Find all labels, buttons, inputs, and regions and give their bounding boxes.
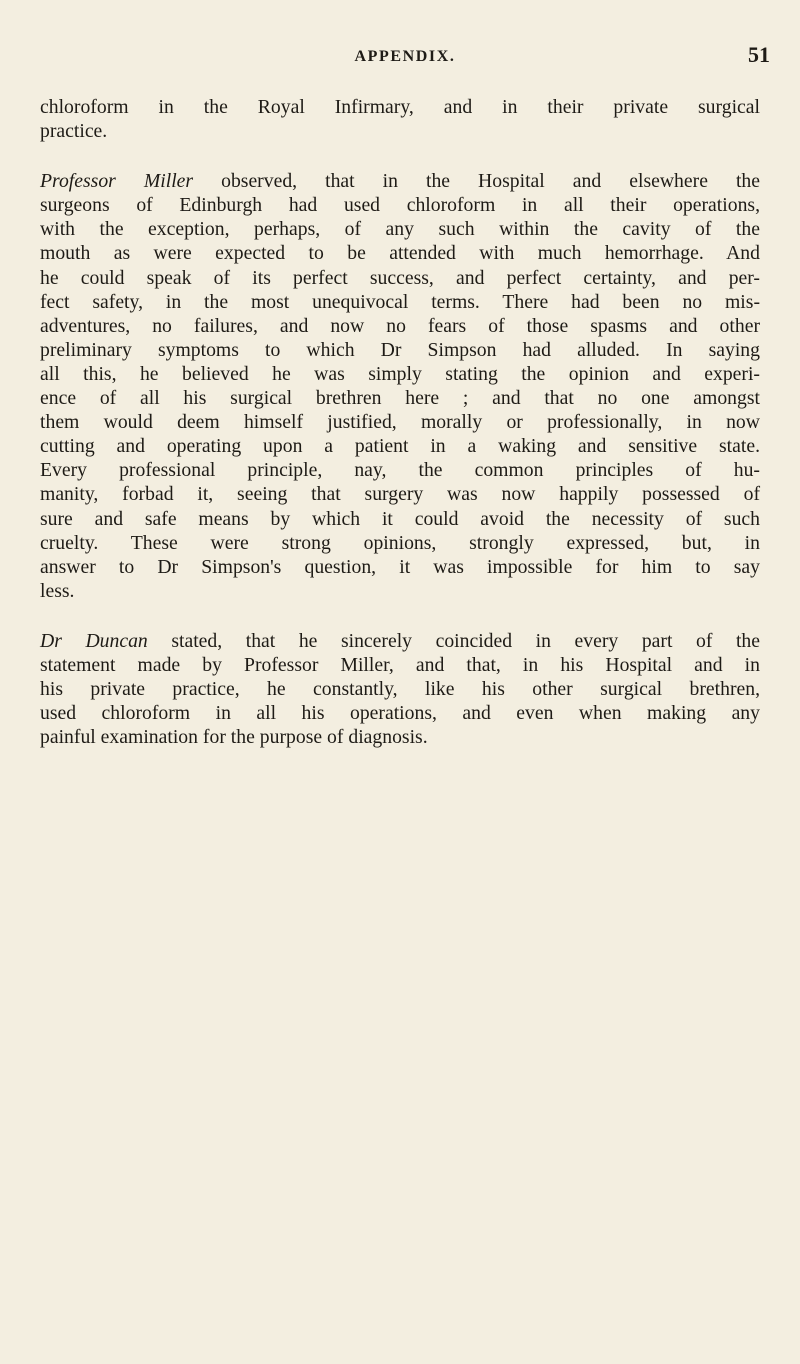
line-text: stated, that he sincerely coincided in every part of the — [147, 629, 760, 652]
line-text: observed, that in the Hospital and elsewhere the — [193, 170, 761, 193]
paragraph-2 — [40, 169, 760, 603]
text-line: all this, he believed he was simply stating the opinion and experi- — [40, 362, 760, 385]
paragraph-1 — [40, 95, 760, 143]
text-line: cutting and operating upon a patient in a waking and sensitive state. — [40, 435, 760, 458]
text-line: painful examination for the purpose of diagnosis. — [40, 726, 428, 749]
text-line: manity, forbad it, seeing that surgery was now happily possessed of — [40, 483, 760, 506]
text-line: adventures, no failures, and now no fears of those spasms and other — [40, 314, 760, 337]
speaker-name: Dr Duncan — [40, 629, 148, 652]
text-line: answer to Dr Simpson's question, it was impossible for him to say — [40, 555, 760, 578]
text-line: Every professional principle, nay, the common principles of hu- — [40, 459, 760, 482]
running-title: APPENDIX. — [354, 48, 456, 65]
text-line: fect safety, in the most unequivocal terms. There had been no mis- — [40, 290, 760, 313]
text-line: them would deem himself justified, morally or professionally, in now — [40, 411, 760, 434]
text-line: statement made by Professor Miller, and that, in his Hospital and in — [40, 653, 760, 676]
body-text — [40, 95, 760, 749]
text-line: his private practice, he constantly, like his other surgical brethren, — [40, 678, 760, 701]
text-line — [40, 169, 760, 193]
text-line: cruelty. These were strong opinions, strongly expressed, but, in — [40, 531, 760, 554]
text-line: sure and safe means by which it could avoid the necessity of such — [40, 507, 760, 530]
text-line: less. — [40, 579, 75, 602]
text-line: chloroform in the Royal Infirmary, and in their private surgical — [40, 96, 760, 118]
text-line: used chloroform in all his operations, and even when making any — [40, 702, 760, 725]
paragraph-3 — [40, 629, 760, 749]
page-number: 51 — [748, 42, 770, 67]
text-line: surgeons of Edinburgh had used chloroform in all their operations, — [40, 194, 760, 217]
running-head — [40, 42, 770, 72]
speaker-name: Professor Miller — [40, 170, 194, 193]
text-line: with the exception, perhaps, of any such within the cavity of the — [40, 218, 760, 241]
text-line: he could speak of its perfect success, and perfect certainty, and per- — [40, 266, 760, 289]
text-line: practice. — [40, 120, 108, 143]
text-line — [40, 629, 760, 653]
text-line: ence of all his surgical brethren here ; and that no one amongst — [40, 387, 760, 410]
text-line: mouth as were expected to be attended with much hemorrhage. And — [40, 242, 760, 265]
text-line: preliminary symptoms to which Dr Simpson had alluded. In saying — [40, 338, 760, 361]
